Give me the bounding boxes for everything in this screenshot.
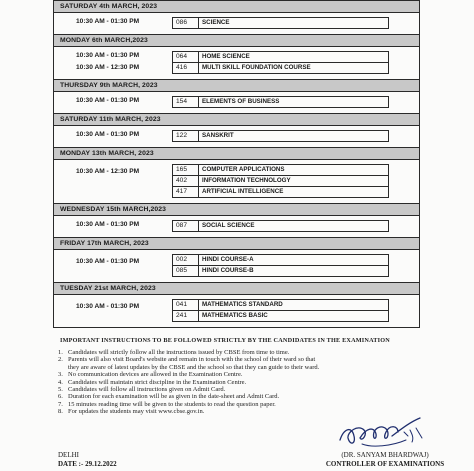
papers-list bbox=[172, 254, 389, 277]
instruction-item bbox=[58, 401, 460, 408]
papers-list bbox=[172, 17, 389, 29]
paper-row bbox=[173, 164, 389, 175]
papers-list bbox=[172, 164, 389, 198]
subject-name: SCIENCE bbox=[202, 19, 230, 26]
instruction-number: 3. bbox=[58, 371, 63, 379]
day-block bbox=[54, 237, 419, 282]
subject-name: SANSKRIT bbox=[202, 132, 234, 139]
instruction-number: 2. bbox=[58, 356, 63, 364]
instruction-text: they are aware of latest updates by the CBSE and the school so that they can guide to their ward. bbox=[68, 363, 320, 371]
subject-name: HINDI COURSE-B bbox=[202, 267, 254, 274]
subject-name: ARTIFICIAL INTELLIGENCE bbox=[202, 188, 284, 195]
issue-date: DATE :- 29.12.2022 bbox=[58, 460, 117, 468]
signatory-name: (DR. SANYAM BHARDWAJ) bbox=[341, 451, 429, 459]
day-header: FRIDAY 17th MARCH, 2023 bbox=[54, 238, 419, 250]
instructions-heading: IMPORTANT INSTRUCTIONS TO BE FOLLOWED STRICTLY BY THE CANDIDATES IN THE EXAMINATION bbox=[60, 337, 390, 344]
instruction-number: 7. bbox=[58, 400, 63, 408]
paper-row bbox=[173, 96, 389, 108]
instruction-text: 15 minutes reading time will be given to the students to read the question paper. bbox=[68, 400, 276, 408]
day-header: MONDAY 6th MARCH,2023 bbox=[54, 35, 419, 47]
instruction-text: Parents will also visit Board's website and remain in touch with the school of their ward so that bbox=[68, 356, 316, 364]
subject-code: 085 bbox=[173, 266, 199, 276]
paper-row bbox=[173, 254, 389, 265]
subject-name: MATHEMATICS STANDARD bbox=[202, 301, 283, 308]
subject-code: 122 bbox=[173, 131, 199, 141]
subject-name: HOME SCIENCE bbox=[202, 53, 250, 60]
papers-list bbox=[172, 51, 389, 63]
subject-code: 241 bbox=[173, 311, 199, 321]
exam-time: 10:30 AM - 01:30 PM bbox=[76, 303, 140, 310]
instruction-text: For updates the students may visit www.cbse.gov.in. bbox=[68, 408, 205, 416]
papers-list bbox=[172, 130, 389, 142]
day-header: MONDAY 13th MARCH, 2023 bbox=[54, 148, 419, 160]
exam-time: 10:30 AM - 01:30 PM bbox=[76, 221, 140, 228]
instruction-text: No communication devices are allowed in the Examination Centre. bbox=[68, 371, 243, 379]
paper-row bbox=[173, 51, 389, 63]
subject-name: MATHEMATICS BASIC bbox=[202, 312, 268, 319]
day-block bbox=[54, 282, 419, 327]
instruction-number: 6. bbox=[58, 393, 63, 401]
paper-row bbox=[173, 265, 389, 277]
day-block bbox=[54, 203, 419, 237]
subject-code: 154 bbox=[173, 97, 199, 107]
exam-time: 10:30 AM - 01:30 PM bbox=[76, 52, 140, 59]
subject-code: 417 bbox=[173, 187, 199, 197]
exam-time: 10:30 AM - 01:30 PM bbox=[76, 258, 140, 265]
paper-row bbox=[173, 63, 389, 74]
instruction-item bbox=[58, 364, 460, 371]
instruction-text: Candidates will follow all instructions given on Admit Card. bbox=[68, 386, 226, 394]
day-header: TUESDAY 21st MARCH, 2023 bbox=[54, 283, 419, 295]
subject-code: 087 bbox=[173, 221, 199, 231]
day-block bbox=[54, 113, 419, 147]
paper-row bbox=[173, 299, 389, 310]
day-header: SATURDAY 4th MARCH, 2023 bbox=[54, 1, 419, 13]
exam-time: 10:30 AM - 01:30 PM bbox=[76, 18, 140, 25]
exam-time: 10:30 AM - 01:30 PM bbox=[76, 131, 140, 138]
paper-row bbox=[173, 175, 389, 186]
instructions-list bbox=[40, 349, 460, 416]
instruction-item bbox=[58, 349, 460, 356]
subject-name: HINDI COURSE-A bbox=[202, 256, 254, 263]
day-block bbox=[54, 147, 419, 203]
instruction-text: Candidates will maintain strict discipline in the Examination Centre. bbox=[68, 378, 247, 386]
instruction-item bbox=[58, 356, 460, 363]
signatory-title: CONTROLLER OF EXAMINATIONS bbox=[325, 460, 445, 468]
day-block bbox=[54, 79, 419, 113]
day-block bbox=[54, 0, 419, 34]
subject-code: 086 bbox=[173, 18, 199, 28]
instruction-item bbox=[58, 386, 460, 393]
instruction-number: 5. bbox=[58, 386, 63, 394]
subject-code: 165 bbox=[173, 165, 199, 175]
day-header: THURSDAY 9th MARCH, 2023 bbox=[54, 80, 419, 92]
papers-list bbox=[172, 63, 389, 74]
instruction-item bbox=[58, 393, 460, 400]
instruction-number: 4. bbox=[58, 378, 63, 386]
subject-name: INFORMATION TECHNOLOGY bbox=[202, 177, 291, 184]
instruction-number: 1. bbox=[58, 349, 63, 356]
subject-name: COMPUTER APPLICATIONS bbox=[202, 166, 285, 173]
subject-name: MULTI SKILL FOUNDATION COURSE bbox=[202, 64, 311, 71]
signature-icon bbox=[332, 410, 432, 452]
day-header: WEDNESDAY 15th MARCH,2023 bbox=[54, 204, 419, 216]
paper-row bbox=[173, 17, 389, 29]
instruction-text: Candidates will strictly follow all the instructions issued by CBSE from time to time. bbox=[68, 349, 290, 356]
paper-row bbox=[173, 186, 389, 198]
subject-code: 041 bbox=[173, 300, 199, 310]
papers-list bbox=[172, 220, 389, 232]
instruction-item bbox=[58, 371, 460, 378]
subject-name: ELEMENTS OF BUSINESS bbox=[202, 98, 280, 105]
papers-list bbox=[172, 96, 389, 108]
subject-code: 002 bbox=[173, 255, 199, 265]
papers-list bbox=[172, 299, 389, 322]
day-block bbox=[54, 34, 419, 79]
paper-row bbox=[173, 130, 389, 142]
exam-time: 10:30 AM - 01:30 PM bbox=[76, 97, 140, 104]
exam-schedule-table bbox=[53, 0, 420, 328]
instruction-item bbox=[58, 379, 460, 386]
subject-code: 064 bbox=[173, 52, 199, 62]
paper-row bbox=[173, 310, 389, 322]
instruction-number: 8. bbox=[58, 408, 63, 416]
day-header: SATURDAY 11th MARCH, 2023 bbox=[54, 114, 419, 126]
subject-name: SOCIAL SCIENCE bbox=[202, 222, 255, 229]
exam-time: 10:30 AM - 12:30 PM bbox=[76, 168, 140, 175]
subject-code: 402 bbox=[173, 176, 199, 186]
place-label: DELHI bbox=[58, 451, 79, 459]
exam-time: 10:30 AM - 12:30 PM bbox=[76, 64, 140, 71]
paper-row bbox=[173, 220, 389, 232]
instructions-section bbox=[40, 337, 460, 416]
instruction-text: Duration for each examination will be as given in the date-sheet and Admit Card. bbox=[68, 393, 280, 401]
subject-code: 416 bbox=[173, 63, 199, 73]
